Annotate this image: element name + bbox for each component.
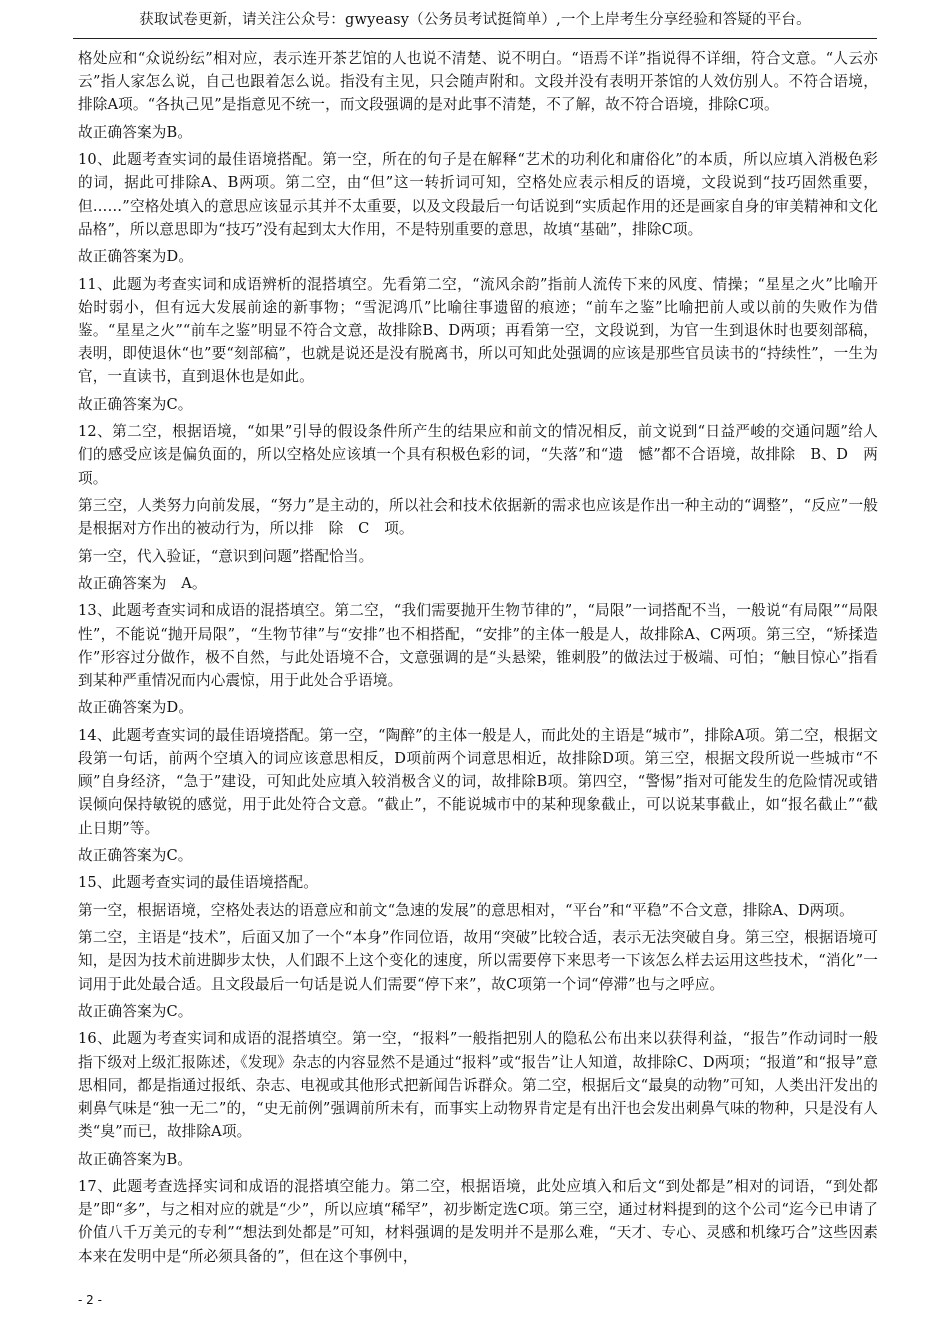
paragraph: 14、此题考查实词的最佳语境搭配。第一空，“陶醉”的主体一般是人，而此处的主语是“城市”，排除A项。第二空，根据文段第一句话，前两个空填入的词应该意思相反，D项前两个词意思相近，故排除D项。第三空，根据文段所说一些城市“不顾”自身经济，“急于”建设，可知此处应填入较消极含义的词，故排除B项。第四空，“警惕”指对可能发生的危险情况或错误倾向保持敏锐的感觉，用于此处符合文意。“截止”，不能说城市中的某种现象截止，可以说某事截止，如“报名截止”“截止日期”等。 xyxy=(78,726,878,837)
answer-line: 故正确答案为D。 xyxy=(78,248,194,266)
page-number: - 2 - xyxy=(78,1293,102,1307)
answer-line: 故正确答案为D。 xyxy=(78,699,194,717)
paragraph: 第三空，人类努力向前发展，“努力”是主动的，所以社会和技术依据新的需求也应该是作出一种主动的“调整”，“反应”一般是根据对方作出的被动行为，所以排 除 C 项。 xyxy=(78,496,878,538)
answer-line: 故正确答案为 A。 xyxy=(78,574,207,592)
document-body xyxy=(78,47,878,1272)
paragraph: 12、第二空，根据语境，“如果”引导的假设条件所产生的结果应和前文的情况相反，前文说到“日益严峻的交通问题”给人们的感受应该是偏负面的，所以空格处应该填一个具有积极色彩的词，“失落”和“遗 憾”都不合语境，故排除 B、D 两项。 xyxy=(78,423,878,487)
paragraph: 11、此题为考查实词和成语辨析的混搭填空。先看第二空，“流风余韵”指前人流传下来的风度、情操；“星星之火”比喻开始时弱小，但有远大发展前途的新事物；“雪泥鸿爪”比喻往事遗留的痕迹；“前车之鉴”比喻把前人或以前的失败作为借鉴。“星星之火”“前车之鉴”明显不符合文意，故排除B、D两项；再看第一空，文段说到，为官一生到退休时也要刻部稿，表明，即使退休“也”要“刻部稿”，也就是说还是没有脱离书，所以可知此处强调的应该是那些官员读书的“持续性”，一生为官，一直读书，直到退休也是如此。 xyxy=(78,275,878,386)
paragraph: 16、此题为考查实词和成语的混搭填空。第一空，“报料”一般指把别人的隐私公布出来以获得利益，“报告”作动词时一般指下级对上级汇报陈述，《发现》杂志的内容显然不是通过“报料”或“报告”让人知道，故排除C、D两项；“报道”和“报导”意思相同，都是指通过报纸、杂志、电视或其他形式把新闻告诉群众。第二空，根据后文“最臭的动物”可知，人类出汗发出的刺鼻气味是“独一无二”的，“史无前例”强调前所未有，而事实上动物界肯定是有出汗也会发出刺鼻气味的物种，只是没有人类“臭”而已，故排除A项。 xyxy=(78,1030,878,1141)
header-divider xyxy=(73,38,877,39)
answer-line: 故正确答案为C。 xyxy=(78,395,193,413)
paragraph: 第一空，根据语境，空格处表达的语意应和前文“急速的发展”的意思相对，“平台”和“平稳”不合文意，排除A、D两项。 xyxy=(78,901,854,919)
answer-line: 故正确答案为B。 xyxy=(78,123,193,141)
paragraph: 17、此题考查选择实词和成语的混搭填空能力。第二空，根据语境，此处应填入和后文“到处都是”相对的词语，“到处都是”即“多”，与之相对应的就是“少”，所以应填“稀罕”，初步断定选C项。第三空，通过材料提到的这个公司“迄今已申请了价值八千万美元的专利”“想法到处都是”可知，材料强调的是发明并不是那么难，“天才、专心、灵感和机缘巧合”这些因素本来在发明中是“所必须具备的”，但在这个事例中， xyxy=(78,1177,878,1265)
answer-line: 故正确答案为C。 xyxy=(78,846,193,864)
paragraph: 15、此题考查实词的最佳语境搭配。 xyxy=(78,874,319,892)
paragraph: 10、此题考查实词的最佳语境搭配。第一空，所在的句子是在解释“艺术的功利化和庸俗化”的本质，所以应填入消极色彩的词，据此可排除A、B两项。第二空，由“但”这一转折词可知，空格处应表示相反的语境，文段说到“技巧固然重要，但……”空格处填入的意思应该显示其并不太重要，以及文段最后一句话说到“实质起作用的还是画家自身的审美精神和文化品格”，所以意思即为“技巧”没有起到太大作用，不是特别重要的意思，故填“基础”，排除C项。 xyxy=(78,151,878,238)
answer-line: 故正确答案为C。 xyxy=(78,1002,193,1020)
paragraph: 第一空，代入验证，“意识到问题”搭配恰当。 xyxy=(78,547,374,565)
paragraph: 13、此题考查实词和成语的混搭填空。第二空，“我们需要抛开生物节律的”，“局限”一词搭配不当，一般说“有局限”“局限性”，不能说“抛开局限”，“生物节律”与“安排”也不相搭配，“安排”的主体一般是人，故排除A、C两项。第三空，“矫揉造作”形容过分做作，极不自然，与此处语境不合，文意强调的是“头悬梁，锥刺股”的做法过于极端、可怕；“触目惊心”指看到某种严重情况而内心震惊，用于此处合乎语境。 xyxy=(78,602,878,689)
page-header: 获取试卷更新，请关注公众号：gwyeasy（公务员考试挺简单）,一个上岸考生分享经验和答疑的平台。 xyxy=(139,12,811,28)
answer-line: 故正确答案为B。 xyxy=(78,1150,193,1168)
paragraph: 格处应和“众说纷纭”相对应，表示连开茶艺馆的人也说不清楚、说不明白。“语焉不详”指说得不详细，符合文意。“人云亦云”指人家怎么说，自己也跟着怎么说。指没有主见，只会随声附和。文段并没有表明开茶馆的人效仿别人。不符合语境，排除A项。“各执己见”是指意见不统一，而文段强调的是对此事不清楚，不了解，故不符合语境，排除C项。 xyxy=(78,50,878,114)
paragraph: 第二空，主语是“技术”，后面又加了一个“本身”作同位语，故用“突破”比较合适，表示无法突破自身。第三空，根据语境可知，是因为技术前进脚步太快，人们跟不上这个变化的速度，所以需要停下来思考一下该怎么样去运用这些技术，“消化”一词用于此处最合适。且文段最后一句话是说人们需要“停下来”，故C项第一个词“停滞”也与之呼应。 xyxy=(78,929,878,993)
